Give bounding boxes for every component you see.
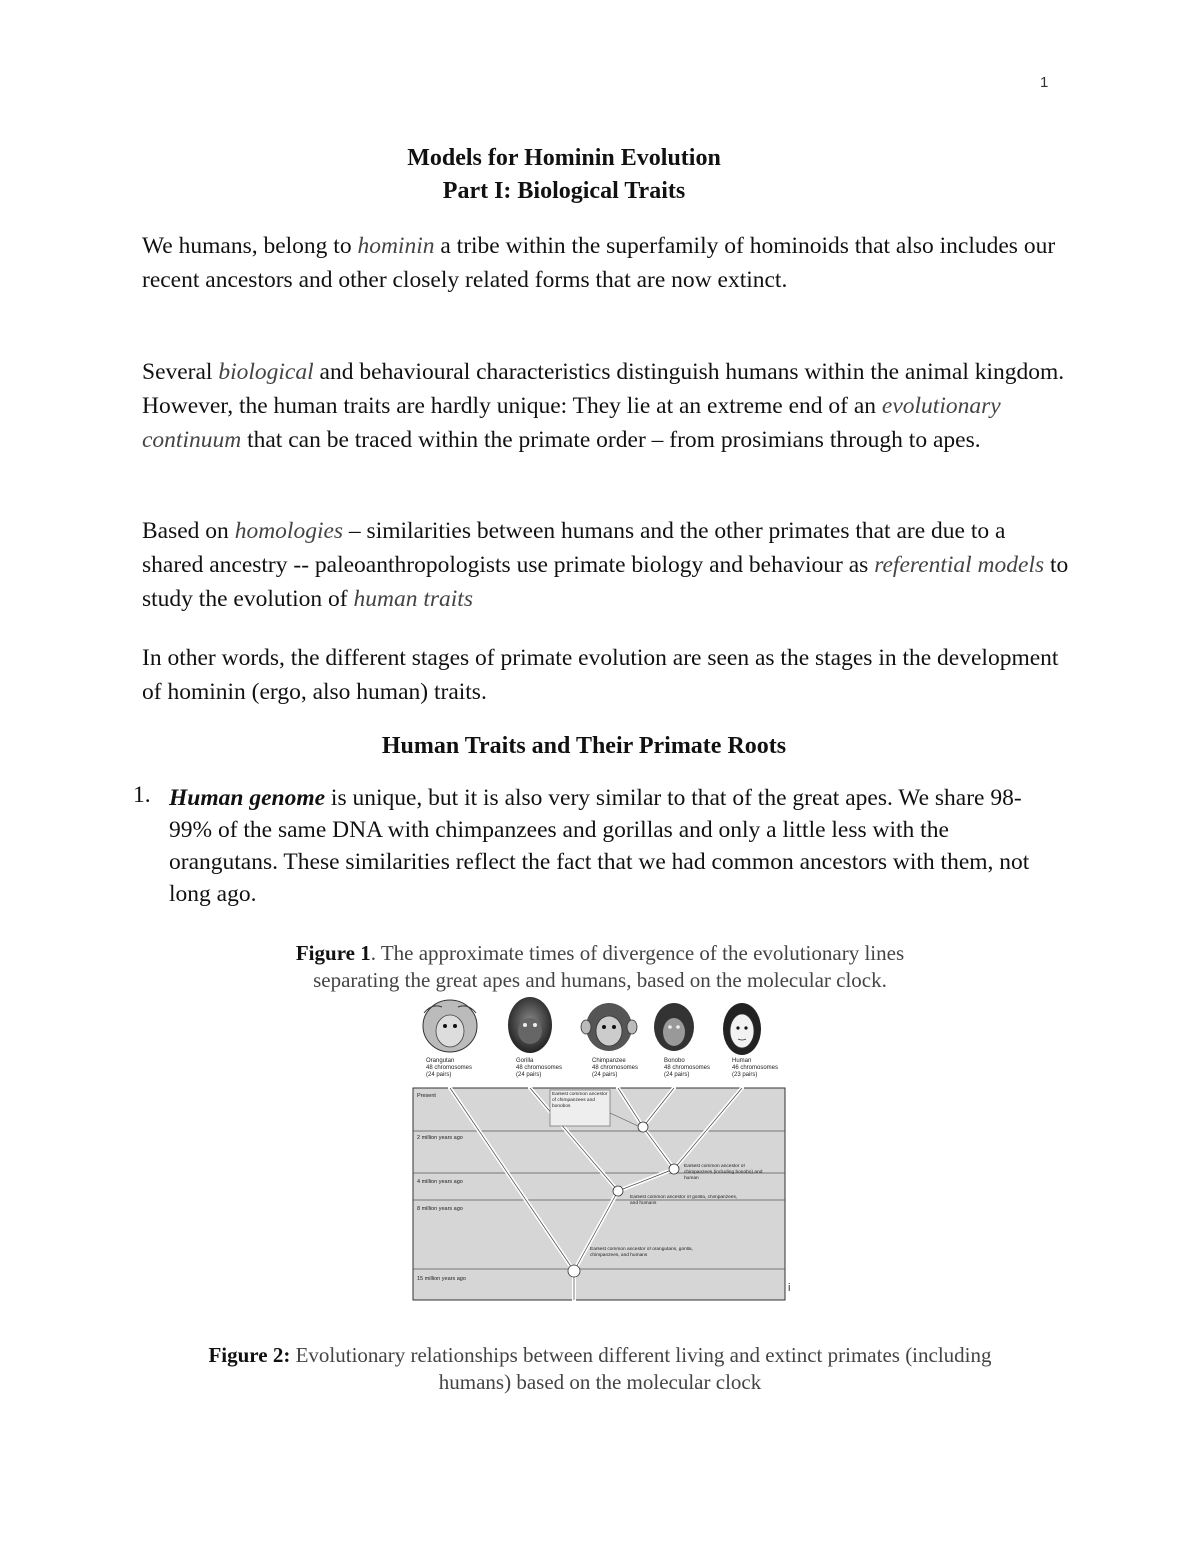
svg-text:48 chromosomes: 48 chromosomes [516, 1065, 563, 1071]
paragraph-homologies: Based on homologies – similarities between humans and the other primates that are due to a shared ancestry -- paleoanthropologists use primate biology and behaviour as referential models to study the evolution of human traits [142, 518, 1069, 612]
annotation-gorilla: Earliest common ancestor of gorilla, chimpanzees, and humans [630, 1195, 738, 1206]
chimpanzee-portrait [581, 1003, 637, 1051]
svg-text:(24 pairs): (24 pairs) [592, 1072, 618, 1078]
time-label-4mya: 4 million years ago [417, 1179, 463, 1185]
node-gorilla [613, 1186, 623, 1196]
list-item-human-genome: Human genome is unique, but it is also very similar to that of the great apes. We share 98-99% of the same DNA with chimpanzees and gorillas and only a little less with the orangutans. These similarities reflect the fact that we had common ancestors with them, not long ago. [169, 785, 1030, 907]
svg-text:(24 pairs): (24 pairs) [664, 1072, 690, 1078]
time-label-2mya: 2 million years ago [417, 1135, 463, 1141]
node-chimp-bonobo [638, 1122, 648, 1132]
list-item-bold-term: Human genome [169, 785, 326, 811]
figure1-caption: Figure 1. The approximate times of divergence of the evolutionary lines separating the great apes and humans, based on the molecular clock. [295, 941, 905, 992]
svg-text:(24 pairs): (24 pairs) [516, 1072, 542, 1078]
gorilla-portrait [508, 997, 552, 1053]
svg-text:(24 pairs): (24 pairs) [426, 1072, 452, 1078]
time-label-15mya: 15 million years ago [417, 1276, 466, 1282]
species-label-bonobo: Bonobo [664, 1058, 685, 1064]
time-label-present: Present [417, 1093, 436, 1099]
figure1-footnote-mark: i [788, 1282, 791, 1294]
orangutan-portrait [423, 1000, 477, 1052]
document-title: Models for Hominin Evolution [407, 145, 721, 171]
svg-text:48 chromosomes: 48 chromosomes [664, 1065, 711, 1071]
paragraph-biological-traits: Several biological and behavioural characteristics distinguish humans within the animal kingdom. However, the human traits are hardly unique: They lie at an extreme end of an evolutionary continuum that can be traced within the primate order – from prosimians through to apes. [142, 359, 1065, 453]
node-orangutan [568, 1265, 580, 1277]
time-label-8mya: 8 million years ago [417, 1206, 463, 1212]
svg-text:(23 pairs): (23 pairs) [732, 1072, 758, 1078]
figure1-phylogeny-diagram [412, 993, 791, 1301]
bonobo-portrait [654, 1003, 694, 1051]
species-label-gorilla: Gorilla [516, 1058, 534, 1064]
species-label-orangutan: Orangutan [426, 1058, 455, 1064]
svg-text:48 chromosomes: 48 chromosomes [592, 1065, 639, 1071]
page-number: 1 [1040, 74, 1049, 91]
section-heading: Human Traits and Their Primate Roots [381, 733, 787, 759]
species-label-chimpanzee: Chimpanzee [592, 1058, 626, 1064]
node-human-chimp [669, 1164, 679, 1174]
annotation-orangutan: Earliest common ancestor of orangutans, gorilla, chimpanzees, and humans [590, 1247, 693, 1258]
human-portrait [723, 1003, 761, 1055]
document-subtitle: Part I: Biological Traits [442, 178, 686, 204]
annotation-chimp-bonobo: Earliest common ancestor of chimpanzees and bonobos [552, 1092, 608, 1109]
list-item-number: 1. [133, 782, 151, 808]
paragraph-intro: We humans, belong to hominin a tribe within the superfamily of hominoids that also includes our recent ancestors and other closely related forms that are now extinct. [142, 233, 1056, 293]
species-label-human: Human [732, 1058, 752, 1064]
paragraph-other-words: In other words, the different stages of primate evolution are seen as the stages in the development of hominin (ergo, also human) traits. [142, 645, 1059, 705]
annotation-human-chimp: Earliest common ancestor of chimpanzees (including bonobo) and human [684, 1164, 763, 1181]
svg-text:46 chromosomes: 46 chromosomes [732, 1065, 779, 1071]
figure2-caption: Figure 2: Evolutionary relationships between different living and extinct primates (including humans) based on the molecular clock [208, 1343, 992, 1394]
svg-text:48 chromosomes: 48 chromosomes [426, 1065, 473, 1071]
